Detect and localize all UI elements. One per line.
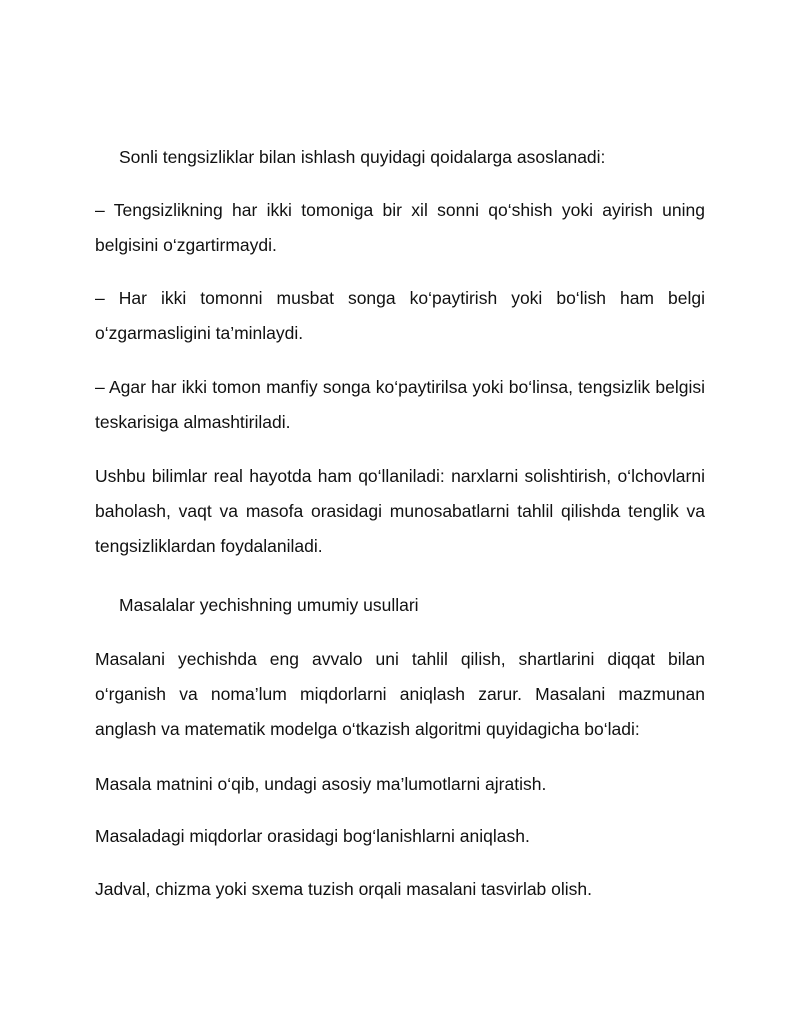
rule-negative-multiply-paragraph: – Agar har ikki tomon manfiy songa ko‘paytirilsa yoki bo‘linsa, tengsizlik belgisi teskarisiga almashtiriladi. [95,377,705,432]
problem-solving-paragraph: Masalani yechishda eng avvalo uni tahlil qilish, shartlarini diqqat bilan o‘rganish va noma’lum miqdorlarni aniqlash zarur. Masalani mazmunan anglash va matematik modelga o‘tkazish algoritmi quyidagicha bo‘ladi: [95,649,705,739]
real-life-application-paragraph: Ushbu bilimlar real hayotda ham qo‘llaniladi: narxlarni solishtirish, o‘lchovlarni baholash, vaqt va masofa orasidagi munosabatlarni tahlil qilishda tenglik va tengsizliklardan foydalaniladi. [95,466,705,556]
rule-positive-multiply-paragraph: – Har ikki tomonni musbat songa ko‘paytirish yoki bo‘lish ham belgi o‘zgarmasligini ta’minlaydi. [95,288,705,343]
step-read-text-paragraph: Masala matnini o‘qib, undagi asosiy ma’lumotlarni ajratish. [95,774,547,794]
rule-add-subtract-paragraph: – Tengsizlikning har ikki tomoniga bir xil sonni qo‘shish yoki ayirish uning belgisini o‘zgartirmaydi. [95,200,705,255]
step-relations-paragraph: Masaladagi miqdorlar orasidagi bog‘lanishlarni aniqlash. [95,826,530,846]
intro-paragraph: Sonli tengsizliklar bilan ishlash quyidagi qoidalarga asoslanadi: [119,147,606,167]
step-table-diagram-paragraph: Jadval, chizma yoki sxema tuzish orqali masalani tasvirlab olish. [95,879,593,899]
section-heading: Masalalar yechishning umumiy usullari [119,595,419,615]
